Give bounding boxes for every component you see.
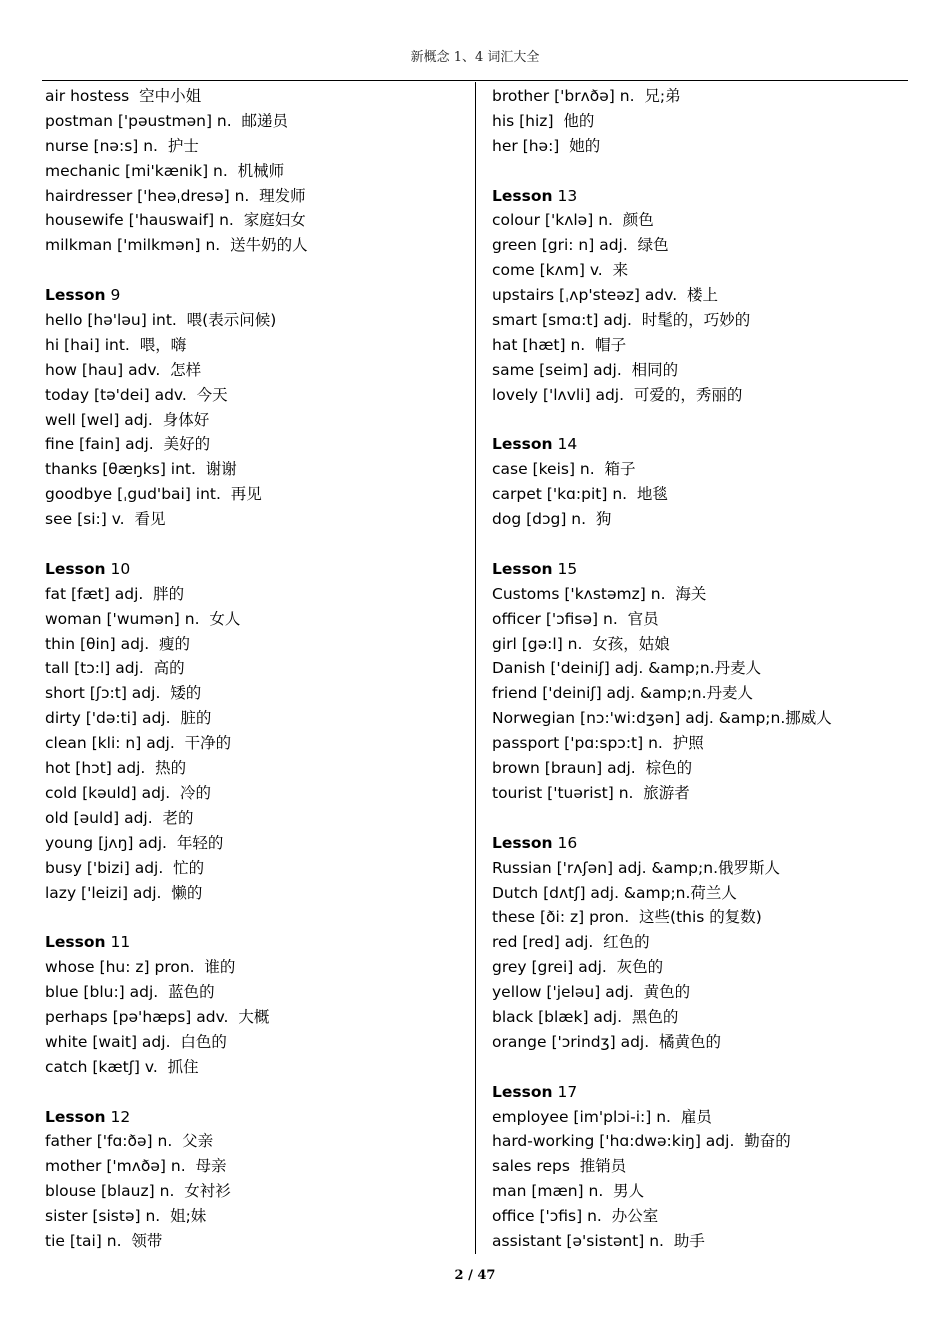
blank-line xyxy=(492,408,912,433)
lesson-label: Lesson xyxy=(492,186,553,205)
vocab-entry: orange ['ɔrindʒ] adj. 橘黄色的 xyxy=(492,1032,721,1051)
header-rule xyxy=(42,80,908,81)
lesson-number: 15 xyxy=(552,559,578,578)
lesson-label: Lesson xyxy=(45,559,106,578)
vocab-entry: blouse [blauz] n. 女衬衫 xyxy=(45,1182,231,1201)
vocab-entry: black [blæk] adj. 黑色的 xyxy=(492,1007,679,1026)
vocab-entry: officer ['ɔfisə] n. 官员 xyxy=(492,609,659,628)
vocab-entry: brother ['brʌðə] n. 兄;弟 xyxy=(492,87,681,105)
blank-line xyxy=(492,532,912,557)
vocab-entry: Russian ['rʌʃən] adj. &amp;n.俄罗斯人 xyxy=(492,858,780,877)
vocab-entry: his [hiz] 他的 xyxy=(492,111,595,130)
vocab-entry: perhaps [pə'hæps] adv. 大概 xyxy=(45,1007,270,1026)
vocab-entry: catch [kætʃ] v. 抓住 xyxy=(45,1057,199,1076)
blank-line xyxy=(492,1055,912,1080)
vocab-entry: busy ['bizi] adj. 忙的 xyxy=(45,858,205,877)
vocab-entry: Norwegian [nɔ:'wi:dʒən] adj. &amp;n.挪威人 xyxy=(492,709,832,728)
vocab-entry: hot [hɔt] adj. 热的 xyxy=(45,759,187,778)
lesson-heading xyxy=(45,1105,465,1130)
blank-line xyxy=(492,806,912,831)
vocab-entry: friend ['deiniʃ] adj. &amp;n.丹麦人 xyxy=(492,684,754,703)
vocab-entry: same [seim] adj. 相同的 xyxy=(492,360,679,379)
vocab-entry: tie [tai] n. 领带 xyxy=(45,1231,163,1250)
vocab-entry: dirty ['də:ti] adj. 脏的 xyxy=(45,709,212,728)
vocab-entry: mechanic [mi'kænik] n. 机械师 xyxy=(45,161,285,180)
vocab-entry: whose [hu: z] pron. 谁的 xyxy=(45,958,236,977)
vocab-entry: milkman ['milkmən] n. 送牛奶的人 xyxy=(45,236,308,255)
vocab-entry: clean [kli: n] adj. 干净的 xyxy=(45,734,232,753)
blank-line xyxy=(45,1080,465,1105)
vocab-entry: man [mæn] n. 男人 xyxy=(492,1182,645,1201)
vocab-entry: green [gri: n] adj. 绿色 xyxy=(492,236,669,255)
vocab-entry: hi [hai] int. 喂，嗨 xyxy=(45,335,187,354)
vocab-entry: office ['ɔfis] n. 办公室 xyxy=(492,1207,659,1226)
vocab-entry: these [ði: z] pron. 这些(this 的复数) xyxy=(492,908,762,927)
lesson-number: 12 xyxy=(105,1107,131,1126)
lesson-label: Lesson xyxy=(492,1082,553,1101)
lesson-number: 9 xyxy=(105,286,121,305)
vocab-entry: goodbye [ˌgud'bai] int. 再见 xyxy=(45,485,262,504)
vocab-entry: assistant [ə'sistənt] n. 助手 xyxy=(492,1231,705,1250)
vocab-entry: air hostess 空中小姐 xyxy=(45,87,202,105)
vocab-entry: hairdresser ['heəˌdresə] n. 理发师 xyxy=(45,186,306,205)
vocab-entry: tourist ['tuərist] n. 旅游者 xyxy=(492,783,690,802)
lesson-label: Lesson xyxy=(45,1107,106,1126)
lesson-label: Lesson xyxy=(45,286,106,305)
vocab-entry: brown [braun] adj. 棕色的 xyxy=(492,759,693,778)
lesson-number: 10 xyxy=(105,559,131,578)
lesson-number: 17 xyxy=(552,1082,578,1101)
vocab-entry: passport ['pɑ:spɔ:t] n. 护照 xyxy=(492,734,704,753)
vocab-entry: case [keis] n. 箱子 xyxy=(492,460,636,479)
vocab-entry: lazy ['leizi] adj. 懒的 xyxy=(45,883,203,902)
page-number: 2 / 47 xyxy=(454,1268,496,1283)
column-divider xyxy=(475,82,476,1254)
vocab-entry: well [wel] adj. 身体好 xyxy=(45,410,210,429)
lesson-label: Lesson xyxy=(492,833,553,852)
vocab-entry: housewife ['hauswaif] n. 家庭妇女 xyxy=(45,211,306,230)
vocab-entry: girl [gə:l] n. 女孩，姑娘 xyxy=(492,634,670,653)
lesson-number: 16 xyxy=(552,833,578,852)
vocab-entry: cold [kəuld] adj. 冷的 xyxy=(45,783,212,802)
vocab-entry: upstairs [ˌʌp'steəz] adv. 楼上 xyxy=(492,286,718,305)
vocab-entry: come [kʌm] v. 来 xyxy=(492,261,629,280)
vocab-entry: Customs ['kʌstəmz] n. 海关 xyxy=(492,584,707,603)
vocab-entry: hat [hæt] n. 帽子 xyxy=(492,335,627,354)
vocab-entry: father ['fɑ:ðə] n. 父亲 xyxy=(45,1132,214,1151)
vocab-entry: young [jʌŋ] adj. 年轻的 xyxy=(45,833,224,852)
vocab-entry: yellow ['jeləu] adj. 黄色的 xyxy=(492,983,691,1002)
vocab-entry: Dutch [dʌtʃ] adj. &amp;n.荷兰人 xyxy=(492,883,737,902)
lesson-heading xyxy=(45,930,465,955)
vocab-entry: old [əuld] adj. 老的 xyxy=(45,808,194,827)
vocab-entry: grey [grei] adj. 灰色的 xyxy=(492,958,664,977)
right-column xyxy=(492,84,912,1254)
vocab-entry: mother ['mʌðə] n. 母亲 xyxy=(45,1157,227,1176)
blank-line xyxy=(45,905,465,930)
vocab-entry: dog [dɔg] n. 狗 xyxy=(492,510,612,529)
left-column xyxy=(45,84,465,1254)
vocab-entry: hello [hə'ləu] int. 喂(表示问候) xyxy=(45,311,277,330)
blank-line xyxy=(45,532,465,557)
lesson-heading xyxy=(45,557,465,582)
vocab-entry: short [ʃɔ:t] adj. 矮的 xyxy=(45,684,202,703)
vocab-entry: sister [sistə] n. 姐;妹 xyxy=(45,1207,207,1226)
lesson-heading xyxy=(492,831,912,856)
lesson-label: Lesson xyxy=(45,933,106,952)
lesson-heading xyxy=(492,1080,912,1105)
vocab-entry: fat [fæt] adj. 胖的 xyxy=(45,584,185,603)
lesson-heading xyxy=(45,283,465,308)
blank-line xyxy=(492,159,912,184)
vocab-entry: Danish ['deiniʃ] adj. &amp;n.丹麦人 xyxy=(492,659,762,678)
lesson-number: 14 xyxy=(552,435,578,454)
page-header: 新概念 1、4 词汇大全 xyxy=(410,50,540,65)
lesson-number: 13 xyxy=(552,186,578,205)
vocab-entry: thin [θin] adj. 瘦的 xyxy=(45,634,191,653)
vocab-entry: blue [blu:] adj. 蓝色的 xyxy=(45,983,215,1002)
vocab-entry: sales reps 推销员 xyxy=(492,1157,627,1176)
lesson-label: Lesson xyxy=(492,435,553,454)
lesson-heading xyxy=(492,557,912,582)
vocab-entry: hard-working ['hɑ:dwə:kiŋ] adj. 勤奋的 xyxy=(492,1132,791,1151)
vocab-entry: thanks [θæŋks] int. 谢谢 xyxy=(45,460,237,479)
vocab-entry: tall [tɔ:l] adj. 高的 xyxy=(45,659,185,678)
vocab-entry: how [hau] adv. 怎样 xyxy=(45,360,202,379)
vocab-entry: postman ['pəustmən] n. 邮递员 xyxy=(45,111,289,130)
vocab-entry: nurse [nə:s] n. 护士 xyxy=(45,136,199,155)
lesson-label: Lesson xyxy=(492,559,553,578)
vocab-entry: red [red] adj. 红色的 xyxy=(492,933,650,952)
vocab-entry: employee [im'plɔi-i:] n. 雇员 xyxy=(492,1107,712,1126)
vocab-entry: smart [smɑ:t] adj. 时髦的，巧妙的 xyxy=(492,311,751,330)
vocab-entry: colour ['kʌlə] n. 颜色 xyxy=(492,211,654,230)
lesson-heading xyxy=(492,184,912,209)
lesson-heading xyxy=(492,432,912,457)
vocab-entry: her [hə:] 她的 xyxy=(492,136,601,155)
vocab-entry: today [tə'dei] adv. 今天 xyxy=(45,385,228,404)
vocab-entry: carpet ['kɑ:pit] n. 地毯 xyxy=(492,485,668,504)
lesson-number: 11 xyxy=(105,933,131,952)
vocab-entry: woman ['wumən] n. 女人 xyxy=(45,609,241,628)
vocab-entry: fine [fain] adj. 美好的 xyxy=(45,435,211,454)
blank-line xyxy=(45,258,465,283)
vocab-entry: see [si:] v. 看见 xyxy=(45,510,166,529)
vocab-entry: white [wait] adj. 白色的 xyxy=(45,1032,227,1051)
vocab-entry: lovely ['lʌvli] adj. 可爱的，秀丽的 xyxy=(492,385,743,404)
